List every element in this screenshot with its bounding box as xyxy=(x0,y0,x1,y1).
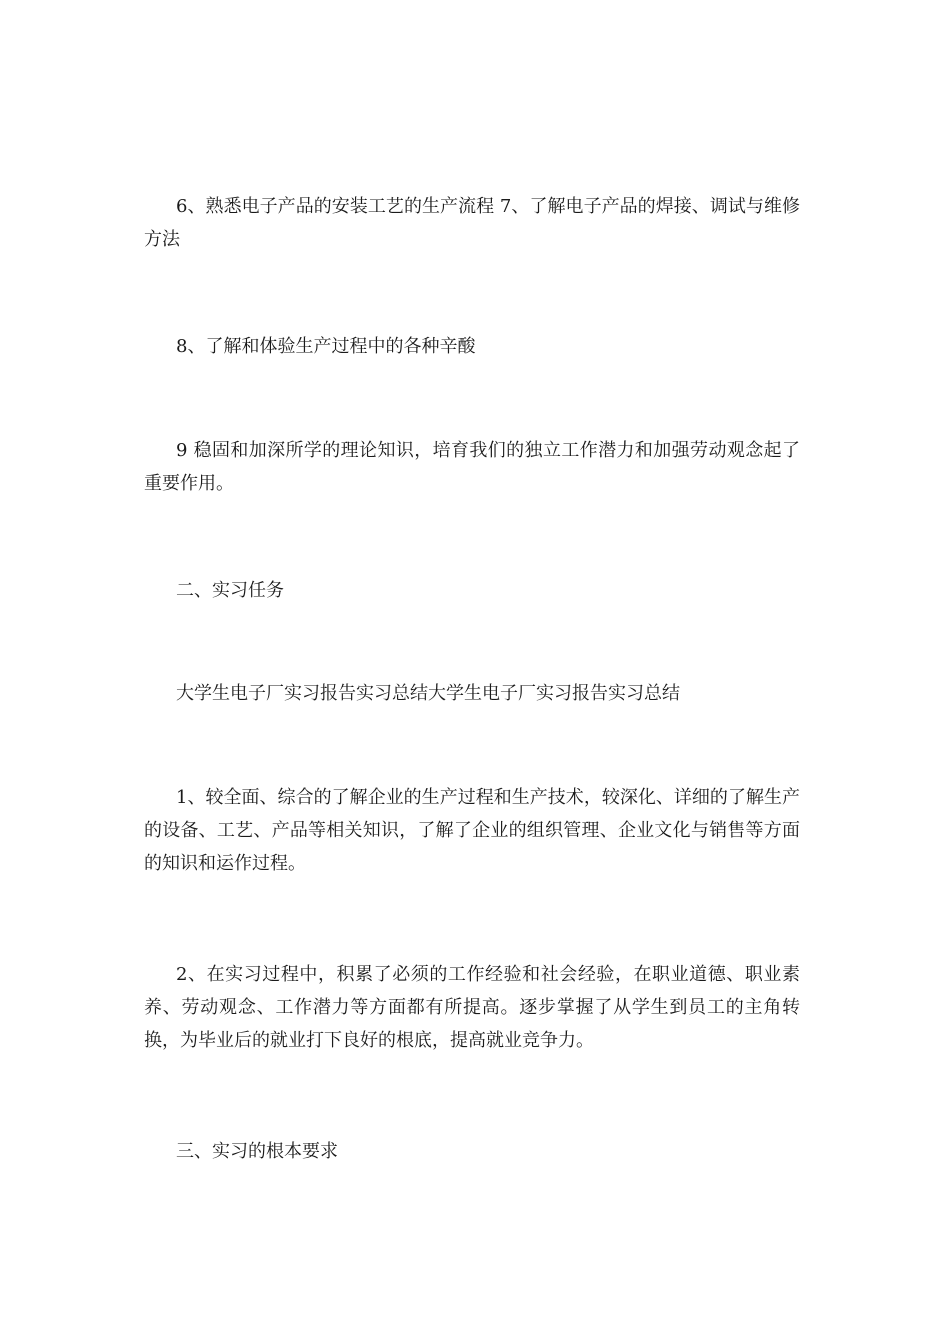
paragraph-report-title: 大学生电子厂实习报告实习总结大学生电子厂实习报告实习总结 xyxy=(176,683,680,704)
section-heading-tasks: 二、实习任务 xyxy=(176,580,284,601)
paragraph-item-9: 9 稳固和加深所学的理论知识，培育我们的独立工作潜力和加强劳动观念起了重要作用。 xyxy=(144,440,800,494)
paragraph-task-2: 2、在实习过程中，积累了必须的工作经验和社会经验，在职业道德、职业素养、劳动观念、工作潜力等方面都有所提高。逐步掌握了从学生到员工的主角转换，为毕业后的就业打下良好的根底，提高就业竞争力。 xyxy=(144,964,800,1051)
section-heading-requirements: 三、实习的根本要求 xyxy=(176,1141,338,1162)
paragraph-task-1: 1、较全面、综合的了解企业的生产过程和生产技术，较深化、详细的了解生产的设备、工艺、产品等相关知识，了解了企业的组织管理、企业文化与销售等方面的知识和运作过程。 xyxy=(144,787,800,874)
paragraph-item-6-7: 6、熟悉电子产品的安装工艺的生产流程 7、了解电子产品的焊接、调试与维修方法 xyxy=(144,196,800,250)
paragraph-item-8: 8、了解和体验生产过程中的各种辛酸 xyxy=(176,336,476,357)
